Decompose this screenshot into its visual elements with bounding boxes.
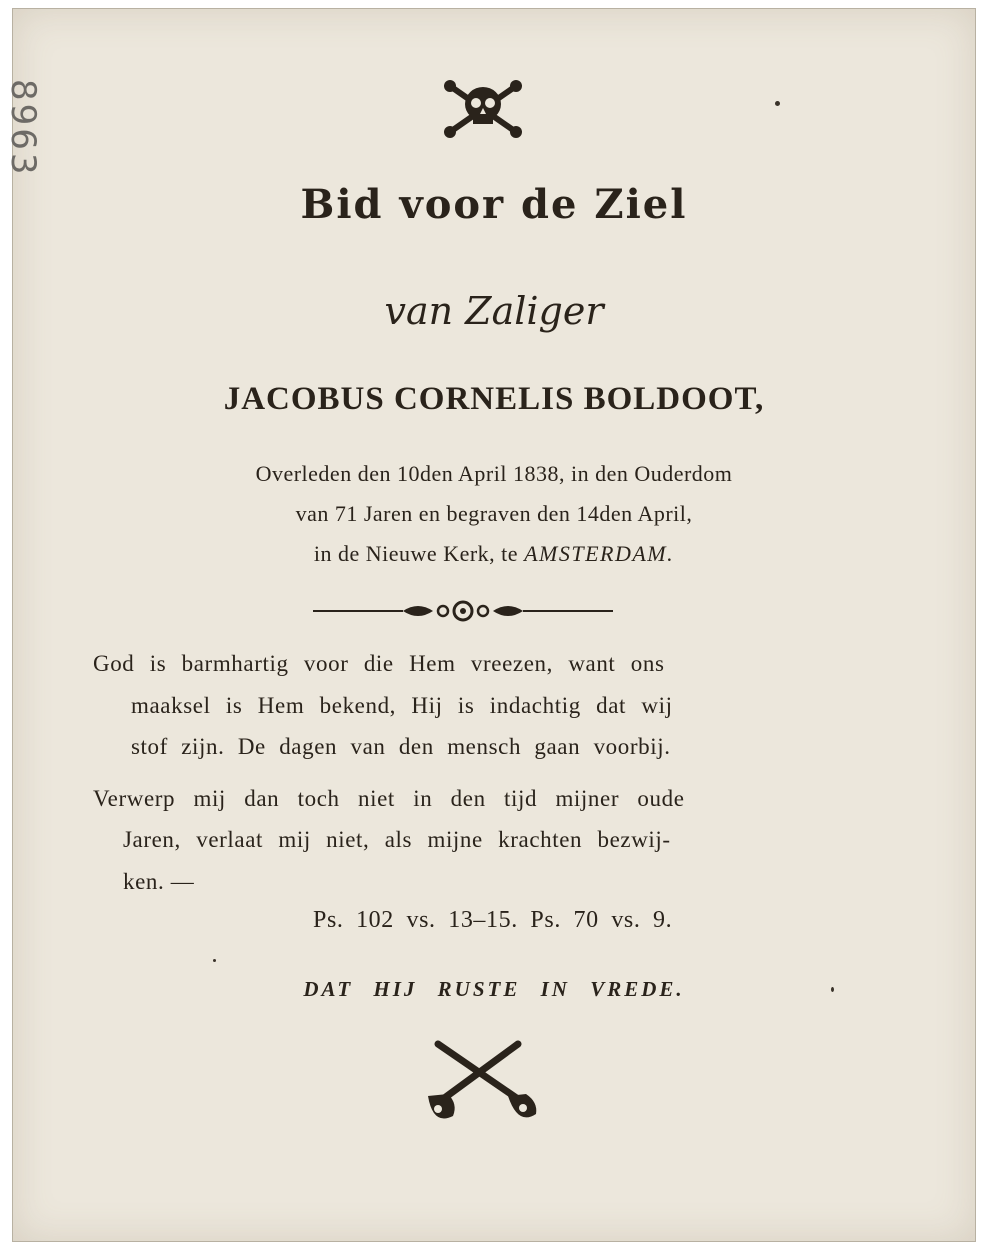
verse-line-5: Jaren, verlaat mij niet, als mijne krachten bezwij- — [123, 827, 671, 852]
details-city: AMSTERDAM. — [524, 541, 675, 566]
details-line-2: van 71 Jaren en begraven den 14den April, — [295, 501, 693, 526]
verse-line-4: Verwerp mij dan toch niet in den tijd mijner oude — [93, 786, 685, 811]
skull-crossbones-icon — [438, 74, 528, 144]
details-line-1: Overleden den 10den April 1838, in den Ouderdom — [255, 461, 733, 486]
verse-line-6: ken. — — [123, 869, 195, 894]
handwritten-catalog-number: 8963 — [3, 79, 43, 178]
deceased-name: JACOBUS CORNELIS BOLDOOT, — [223, 381, 765, 417]
ornament-divider — [313, 597, 613, 625]
closing-phrase: DAT HIJ RUSTE IN VREDE. — [303, 977, 685, 1001]
subheading: van Zaliger — [384, 289, 604, 333]
specks — [775, 101, 780, 106]
verse-line-2: maaksel is Hem bekend, Hij is indachtig dat wij — [131, 693, 673, 718]
heading: Bid voor de Ziel — [300, 181, 688, 228]
details-line-3-prefix: in de Nieuwe Kerk, te — [313, 541, 519, 566]
specks — [213, 959, 216, 962]
memorial-card — [3, 8, 976, 1242]
specks — [831, 987, 834, 992]
verse-line-3: stof zijn. De dagen van den mensch gaan voorbij. — [131, 734, 671, 759]
details-line-3 — [13, 541, 975, 567]
psalm-reference: Ps. 102 vs. 13–15. Ps. 70 vs. 9. — [313, 907, 673, 933]
verse-line-1: God is barmhartig voor die Hem vreezen, want ons — [93, 651, 665, 676]
crossed-torches-icon — [408, 1034, 558, 1129]
